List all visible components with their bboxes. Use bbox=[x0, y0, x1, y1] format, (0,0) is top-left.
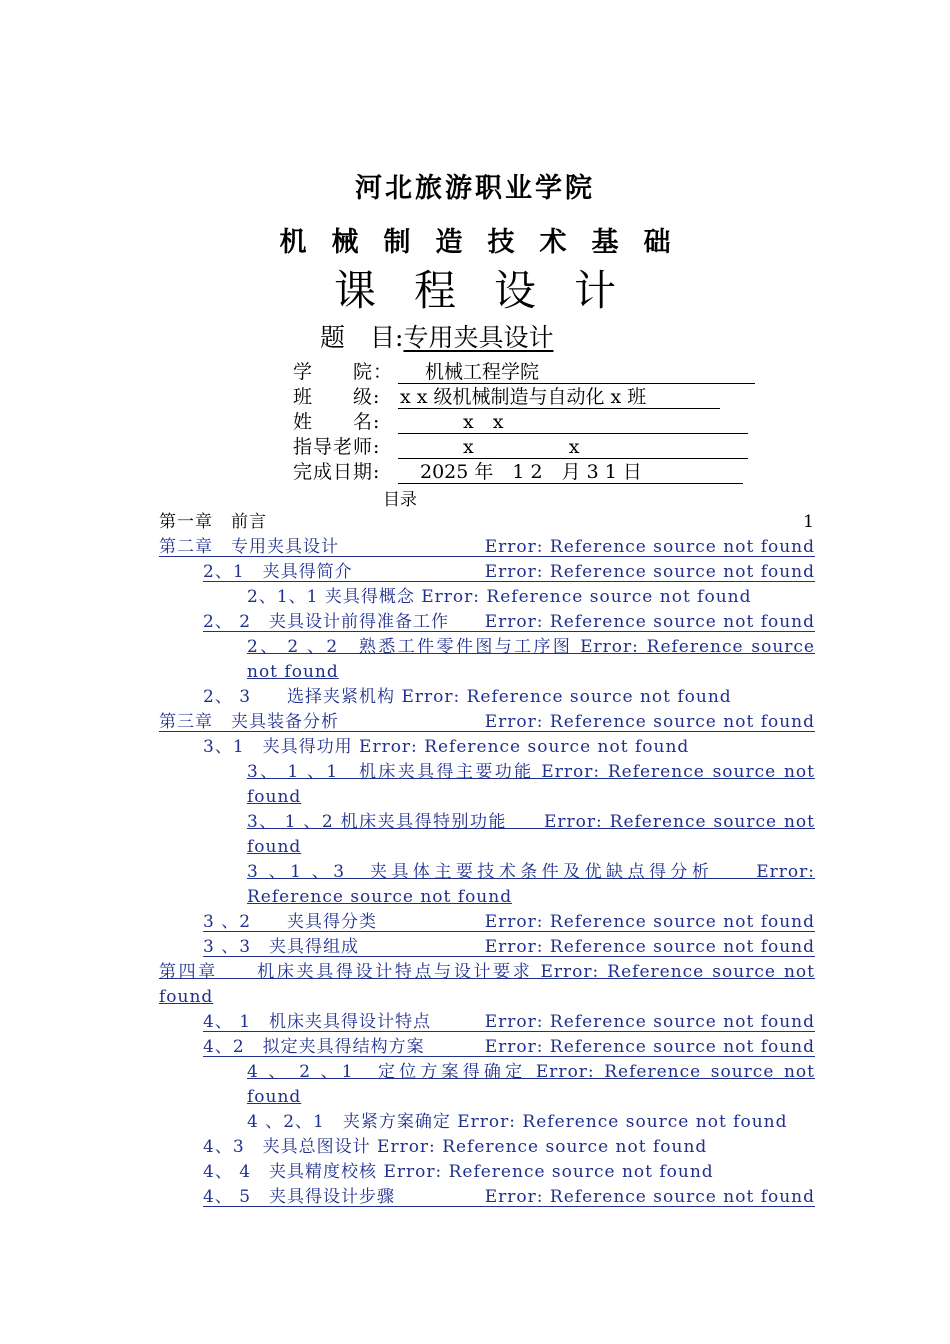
toc-entry-text: 第四章 机床夹具得设计特点与设计要求 Error: Reference source not found bbox=[159, 962, 815, 1007]
toc-entry-page: Error: Reference source not found bbox=[484, 1187, 815, 1207]
info-value: x x 级机械制造与自动化 x 班 bbox=[398, 385, 720, 409]
toc-entry[interactable] bbox=[203, 1010, 815, 1035]
toc-entry-text: 4、 1 机床夹具得设计特点 bbox=[203, 1012, 432, 1032]
toc-entry[interactable] bbox=[159, 510, 815, 535]
toc-entry[interactable] bbox=[247, 860, 815, 910]
toc-entry-text: 4、3 夹具总图设计 Error: Reference source not found bbox=[203, 1137, 708, 1157]
toc-entry[interactable] bbox=[203, 1185, 815, 1210]
toc-entry[interactable] bbox=[247, 760, 815, 810]
info-value: x x bbox=[398, 435, 748, 459]
toc-entry-text: 2、 2 夹具设计前得准备工作 bbox=[203, 612, 450, 632]
info-row-class bbox=[293, 385, 720, 410]
toc-entry-text: 4、 4 夹具精度校核 Error: Reference source not found bbox=[203, 1162, 714, 1182]
topic-label: 题 目: bbox=[320, 323, 404, 352]
topic-value: 专用夹具设计 bbox=[403, 323, 554, 352]
toc-entry-text: 3、 1 、1 机床夹具得主要功能 Error: Reference source not found bbox=[247, 762, 815, 807]
toc-entry-text: 2、 2 、2 熟悉工件零件图与工序图 Error: Reference source not found bbox=[247, 637, 815, 682]
toc-entry[interactable] bbox=[203, 735, 815, 760]
course-subject: 机械制造技术基础 bbox=[279, 227, 696, 258]
toc-entry-text: 3 、2 夹具得分类 bbox=[203, 912, 378, 932]
toc-entry-text: 4、 5 夹具得设计步骤 bbox=[203, 1187, 396, 1207]
toc-entry-text: 2、1、1 夹具得概念 Error: Reference source not found bbox=[247, 587, 752, 607]
info-row-date bbox=[293, 460, 743, 485]
toc-entry-page: Error: Reference source not found bbox=[484, 612, 815, 632]
toc-entry[interactable] bbox=[203, 910, 815, 935]
info-value: 机械工程学院 bbox=[398, 360, 755, 384]
toc-entry[interactable] bbox=[203, 560, 815, 585]
toc-entry[interactable] bbox=[203, 1160, 815, 1185]
info-value: x x bbox=[398, 410, 748, 434]
toc-title: 目录 bbox=[383, 490, 417, 510]
toc-entry[interactable] bbox=[159, 710, 815, 735]
toc-entry-page: Error: Reference source not found bbox=[484, 562, 815, 582]
toc-entry-text: 2、1 夹具得简介 bbox=[203, 562, 353, 582]
info-row-name bbox=[293, 410, 748, 435]
toc-entry-text: 3 、3 夹具得组成 bbox=[203, 937, 360, 957]
info-row-advisor bbox=[293, 435, 748, 460]
toc-entry[interactable] bbox=[247, 810, 815, 860]
toc-entry-page: Error: Reference source not found bbox=[484, 537, 815, 557]
toc-entry[interactable] bbox=[203, 935, 815, 960]
toc-entry[interactable] bbox=[247, 1110, 815, 1135]
toc-entry-page: Error: Reference source not found bbox=[484, 1037, 815, 1057]
info-label: 学 院： bbox=[293, 361, 394, 383]
info-label: 指导老师: bbox=[293, 436, 381, 458]
info-value: 2025 年 1 2 月 3 1 日 bbox=[398, 460, 743, 484]
toc-entry[interactable] bbox=[203, 685, 815, 710]
toc-entry-page: Error: Reference source not found bbox=[484, 912, 815, 932]
toc-entry-page: 1 bbox=[803, 512, 815, 532]
school-name: 河北旅游职业学院 bbox=[355, 173, 595, 204]
toc-entry-page: Error: Reference source not found bbox=[484, 937, 815, 957]
toc-entry-text: 4、2 拟定夹具得结构方案 bbox=[203, 1037, 425, 1057]
toc-entry-page: Error: Reference source not found bbox=[484, 712, 815, 732]
toc-entry[interactable] bbox=[159, 960, 815, 1010]
toc-entry[interactable] bbox=[203, 1035, 815, 1060]
toc-entry-text: 4 、 2 、1 定位方案得确定 Error: Reference source not found bbox=[247, 1062, 815, 1107]
info-row-college bbox=[293, 360, 755, 385]
toc-entry[interactable] bbox=[247, 1060, 815, 1110]
toc-entry-page: Error: Reference source not found bbox=[484, 1012, 815, 1032]
toc-entry-text: 4 、2、1 夹紧方案确定 Error: Reference source not found bbox=[247, 1112, 788, 1132]
info-label: 姓 名: bbox=[293, 411, 381, 433]
info-label: 班 级: bbox=[293, 386, 381, 408]
toc-entry[interactable] bbox=[203, 1135, 815, 1160]
toc-entry-text: 第二章 专用夹具设计 bbox=[159, 537, 339, 557]
toc-entry[interactable] bbox=[203, 610, 815, 635]
toc-entry-text: 2、 3 选择夹紧机构 Error: Reference source not found bbox=[203, 687, 732, 707]
toc-entry-text: 3 、1 、3 夹具体主要技术条件及优缺点得分析 Error: Reference source not found bbox=[247, 862, 815, 907]
toc-entry[interactable] bbox=[159, 535, 815, 560]
toc-entry-text: 第三章 夹具装备分析 bbox=[159, 712, 339, 732]
toc-entry[interactable] bbox=[247, 585, 815, 610]
toc-entry-text: 3、 1 、2 机床夹具得特别功能 Error: Reference source not found bbox=[247, 812, 815, 857]
info-label: 完成日期: bbox=[293, 461, 381, 483]
toc-entry[interactable] bbox=[247, 635, 815, 685]
topic-row bbox=[320, 318, 553, 354]
course-design-title: 课程设计 bbox=[333, 266, 654, 315]
toc-entry-text: 第一章 前言 bbox=[159, 512, 267, 532]
toc-entry-text: 3、1 夹具得功用 Error: Reference source not found bbox=[203, 737, 690, 757]
